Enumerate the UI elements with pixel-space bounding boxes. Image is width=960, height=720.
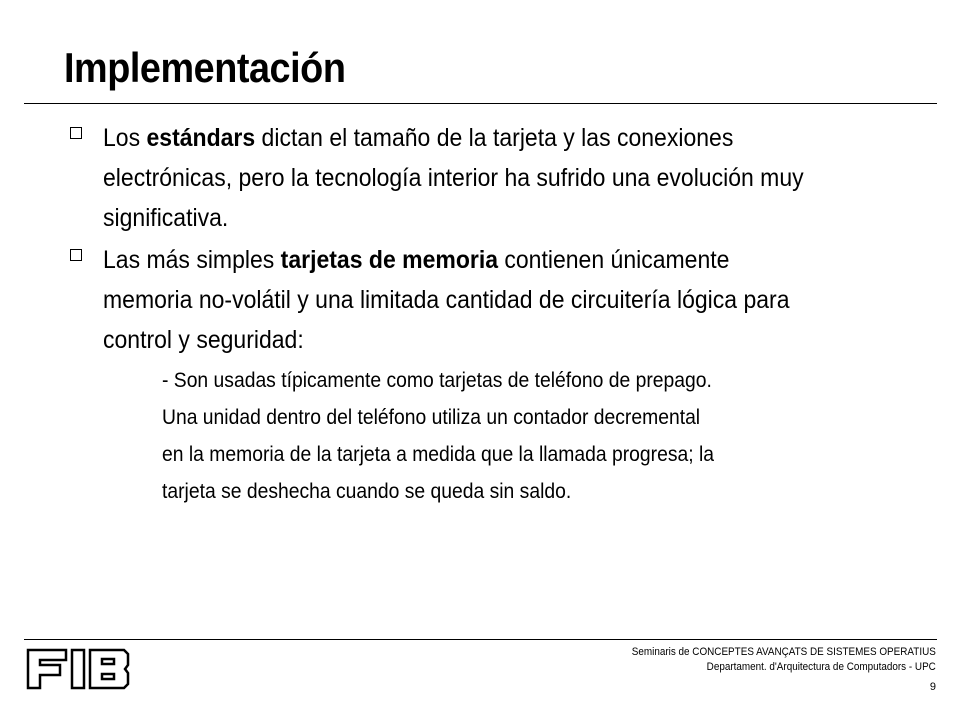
- bullet-2-line-1: Las más simples tarjetas de memoria contienen únicamente: [103, 246, 730, 274]
- sub-line-4: tarjeta se deshecha cuando se queda sin saldo.: [162, 480, 572, 503]
- title-divider: [24, 103, 937, 104]
- bullet-2-bold: tarjetas de memoria: [280, 246, 498, 274]
- bullet-1-line-3: significativa.: [103, 204, 229, 232]
- bullet-text-2: [103, 240, 867, 360]
- sub-line-3: en la memoria de la tarjeta a medida que la llamada progresa; la: [162, 443, 715, 466]
- sub-paragraph: [162, 362, 824, 510]
- bullet-1-bold: estándars: [146, 124, 256, 152]
- bullet-text-1: [103, 118, 867, 238]
- sub-line-1: - Son usadas típicamente como tarjetas de teléfono de prepago.: [162, 369, 712, 392]
- fib-logo: [26, 648, 132, 690]
- page-number: 9: [929, 681, 936, 693]
- hollow-square-icon: [70, 249, 82, 261]
- hollow-square-icon: [70, 127, 82, 139]
- footer-line-2: Departament. d'Arquitectura de Computadors - UPC: [706, 661, 936, 673]
- bullet-2-line-2: memoria no-volátil y una limitada cantidad de circuitería lógica para: [103, 286, 790, 314]
- footer-credits: [632, 645, 936, 675]
- slide-title: Implementación: [64, 44, 346, 91]
- footer-divider: [24, 639, 937, 640]
- bullet-1-line-2: electrónicas, pero la tecnología interior ha sufrido una evolución muy: [103, 164, 804, 192]
- sub-line-2: Una unidad dentro del teléfono utiliza un contador decremental: [162, 406, 701, 429]
- footer-line-1: Seminaris de CONCEPTES AVANÇATS DE SISTEMES OPERATIUS: [631, 646, 936, 658]
- bullet-2-line-3: control y seguridad:: [103, 326, 304, 354]
- bullet-1-line-1: Los estándars dictan el tamaño de la tarjeta y las conexiones: [103, 124, 734, 152]
